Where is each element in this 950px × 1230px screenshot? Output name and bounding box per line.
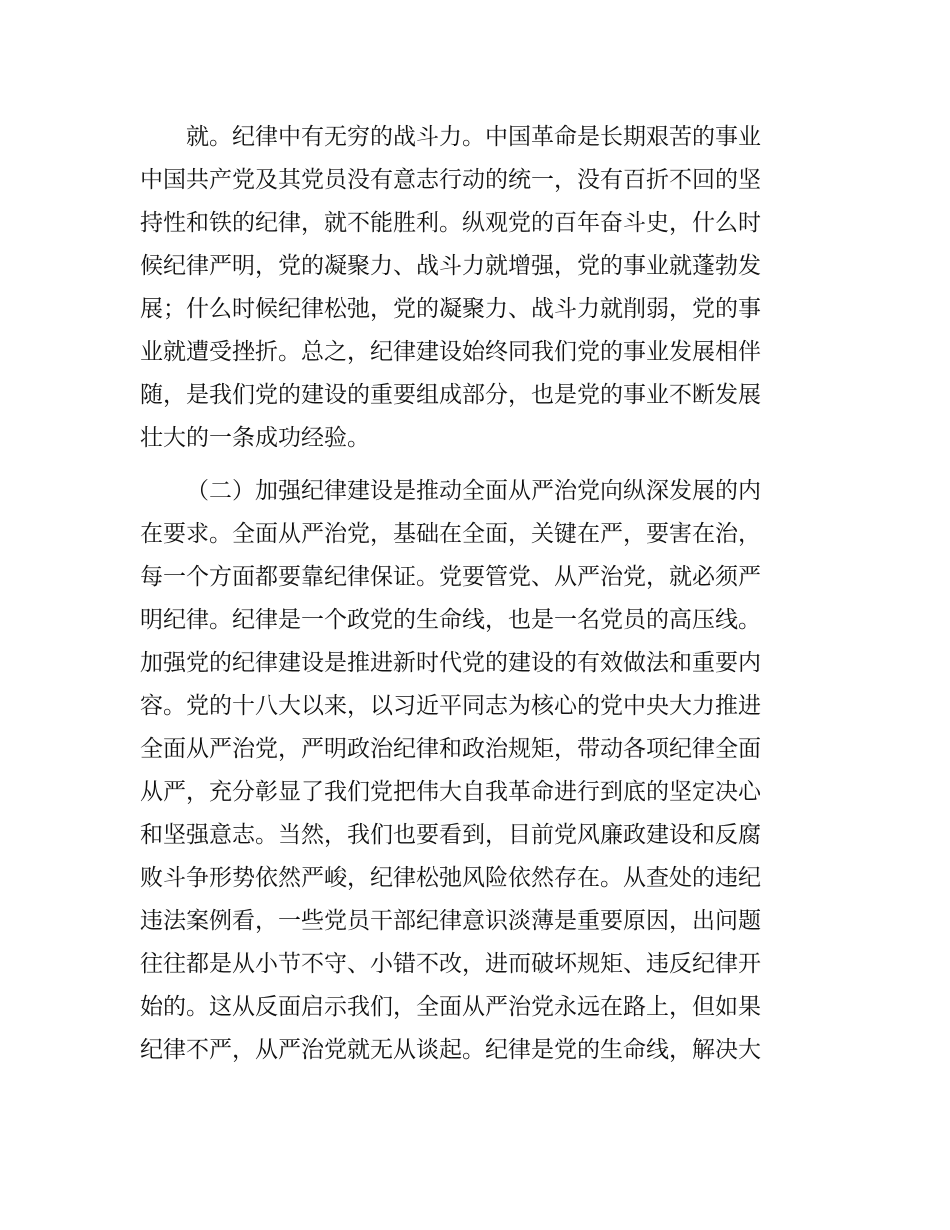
paragraph-line: （二）加强纪律建设是推动全面从严治党向纵深发展的内 [186, 478, 761, 504]
paragraph-line: 往往都是从小节不守、小错不改，进而破坏规矩、违反纪律开 [140, 951, 761, 977]
document-body [140, 116, 810, 1072]
paragraph-line: 违法案例看，一些党员干部纪律意识淡薄是重要原因，出问题 [140, 908, 761, 934]
paragraph-2 [140, 470, 810, 1072]
paragraph-line: 壮大的一条成功经验。 [140, 425, 370, 451]
paragraph-line: 从严，充分彰显了我们党把伟大自我革命进行到底的坚定决心 [140, 779, 761, 805]
paragraph-line: 展；什么时候纪律松弛，党的凝聚力、战斗力就削弱，党的事 [140, 296, 761, 322]
paragraph-line: 每一个方面都要靠纪律保证。党要管党、从严治党，就必须严 [140, 564, 761, 590]
paragraph-line: 全面从严治党，严明政治纪律和政治规矩，带动各项纪律全面 [140, 736, 761, 762]
paragraph-spacer [140, 460, 810, 470]
paragraph-line: 中国共产党及其党员没有意志行动的统一，没有百折不回的坚 [140, 167, 761, 193]
paragraph-line: 始的。这从反面启示我们，全面从严治党永远在路上，但如果 [140, 994, 761, 1020]
paragraph-line: 持性和铁的纪律，就不能胜利。纵观党的百年奋斗史，什么时 [140, 210, 761, 236]
paragraph-line: 随，是我们党的建设的重要组成部分，也是党的事业不断发展 [140, 382, 761, 408]
paragraph-line: 和坚强意志。当然，我们也要看到，目前党风廉政建设和反腐 [140, 822, 761, 848]
paragraph-line: 纪律不严，从严治党就无从谈起。纪律是党的生命线，解决大 [140, 1037, 761, 1063]
paragraph-line: 业就遭受挫折。总之，纪律建设始终同我们党的事业发展相伴 [140, 339, 761, 365]
paragraph-line: 败斗争形势依然严峻，纪律松弛风险依然存在。从查处的违纪 [140, 865, 761, 891]
paragraph-line: 就。纪律中有无穷的战斗力。中国革命是长期艰苦的事业 [186, 124, 761, 150]
paragraph-line: 明纪律。纪律是一个政党的生命线，也是一名党员的高压线。 [140, 607, 761, 633]
paragraph-line: 加强党的纪律建设是推进新时代党的建设的有效做法和重要内 [140, 650, 761, 676]
paragraph-line: 候纪律严明，党的凝聚力、战斗力就增强，党的事业就蓬勃发 [140, 253, 761, 279]
paragraph-line: 容。党的十八大以来，以习近平同志为核心的党中央大力推进 [140, 693, 761, 719]
paragraph-line: 在要求。全面从严治党，基础在全面，关键在严，要害在治， [140, 521, 761, 547]
paragraph-1 [140, 116, 810, 460]
